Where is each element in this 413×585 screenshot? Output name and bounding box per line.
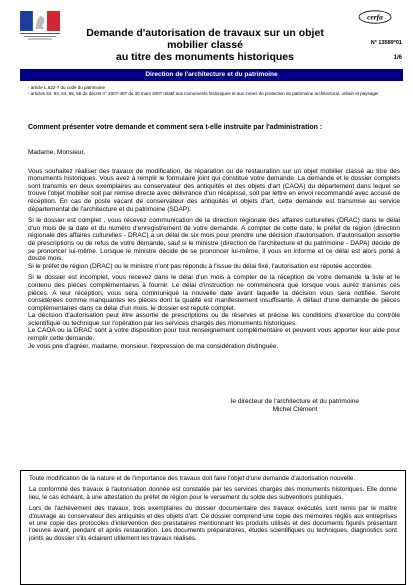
form-number: N° 13589*01 [370,40,402,46]
title-line-2: au titre des monuments historiques [116,51,294,63]
cerfa-text: cerfa [367,12,383,22]
document-title [70,27,340,63]
republique-francaise-logo [20,11,60,41]
letter-body [28,149,400,350]
legal-references [28,85,398,96]
signature-role: le directeur de l'architecture et du patrimoine [230,398,360,405]
paragraph: Si le dossier est incomplet, vous recevez dans le délai d'un mois à compter de la réception de votre demande la liste et le contenu des pièces complémentaires à fournir. Le délai d'instruction ne commencera que lorsque vous aurez transmis ces pièces. A leur réception, vous sera communiqué la nouvelle date avant laquelle la décision vous sera notifiée. Seront considérées comme manquantes les pièces dont la qualité est manifestement insuffisante. A défaut d'une demande de pièces complémentaires dans ce délai d'un mois, le dossier est réputé complet. [28,274,400,312]
reference-item: - article L.622-7 du code du patrimoine [28,85,398,91]
paragraph: Si le préfet de région (DRAC) ou le ministre n'ont pas répondu à l'issue du délai fixé, l'autorisation est réputée accordée. [28,262,373,270]
notice-box [20,470,406,585]
greeting: Madame, Monsieur, [28,149,86,156]
paragraph: Le CAOA ou la DRAC sont à votre disposition pour tout renseignement complémentaire et peuvent vous apporter leur aide pour remplir cette demande. [28,327,400,343]
paragraph: Vous souhaitez réaliser des travaux de modification, de réparation ou de restauration sur un objet mobilier classé au titre des monuments historiques. Vous avez à remplir le formulaire joint qui constitue votre demande. La demande et le dossier complets sont transmis en deux exemplaires au conservateur des antiquités et des objets d'art (CAOA) du département dans lequel se trouve l'objet mobilier soit par remise directe avec délivrance d'un récépissé, soit par lettre en envoi recommandé avec accusé de réception. En cas de poste vacant de conservateur des antiquités et objets d'art, cette demande est transmise au service départemental de l'architecture et du patrimoine (SDAP). [28,167,400,213]
title-line-1: Demande d'autorisation de travaux sur un objet mobilier classé [86,27,324,51]
reference-item: - articles 62, 63, 64, 65, 66 du décret n° 2007-487 du 30 mars 2007 relatif aux monuments historiques et aux zones de protection du patrimoine architectural, urbain et paysager [28,91,398,97]
paragraph: Si le dossier est complet , vous recevez communication de la direction régionale des affaires culturelles (DRAC) dans le délai d'un mois de la date et du numéro d'enregistrement de votre demande. A compter de cette date, le préfet de région (direction régionale des affaires culturelles - DRAC) a un délai de six mois pour prendre une décision d'autorisation, d'autorisation assortie de prescriptions ou de refus de votre demande, sauf si le ministre (direction de l'architecture et du patrimoine - DAPA) décide de se prononcer lui-même. Lorsque le ministre décide de se prononcer lui-même, il vous en informe et ce délai est alors porté à douze mois. [28,217,400,263]
cerfa-logo [358,10,392,24]
page-number: 1/6 [393,55,402,61]
paragraph: La décision d'autorisation peut être assortie de prescriptions ou de réserves et précise les conditions d'exercice du contrôle scientifique ou technique sur l'opération par les services chargés des monuments historiques. [28,312,400,327]
section-heading: Comment présenter votre demande et comment sera t-elle instruite par l'administration : [28,124,323,131]
notice-paragraph: La conformité des travaux à l'autorisation donnée est constatée par les services chargés des monuments historiques. Elle donne lieu, le cas échéant, à une attestation du préfet de région pour le versement du solde des subventions publiques. [29,486,397,501]
signature-block [215,398,375,413]
paragraph: Je vous prie d'agréer, madame, monsieur, l'expression de ma considération distinguée. [28,342,279,350]
signature-name: Michel Clément [272,405,318,413]
notice-paragraph: Lors de l'achèvement des travaux, trois exemplaires du dossier documentaire des travaux exécutés sont remis par le maître d'ouvrage au conservateur des antiquités et des objets d'art. Ce dossier comprend une copie des mémoires réglés aux entreprises et une copie des protocoles d'intervention des prestataires mentionnant les produits utilisés et des documents figurés présentant l'oeuvre avant, pendant et après restauration. Les documents préparatoires, études scientifiques ou techniques, diagnostics sont joints au dossier s'ils éclairent utilement les travaux réalisés. [29,505,397,542]
notice-paragraph: Toute modification de la nature et de l'importance des travaux doit faire l'objet d'une demande d'autorisation nouvelle. [29,475,356,482]
direction-band: Direction de l'architecture et du patrimoine [20,69,403,81]
